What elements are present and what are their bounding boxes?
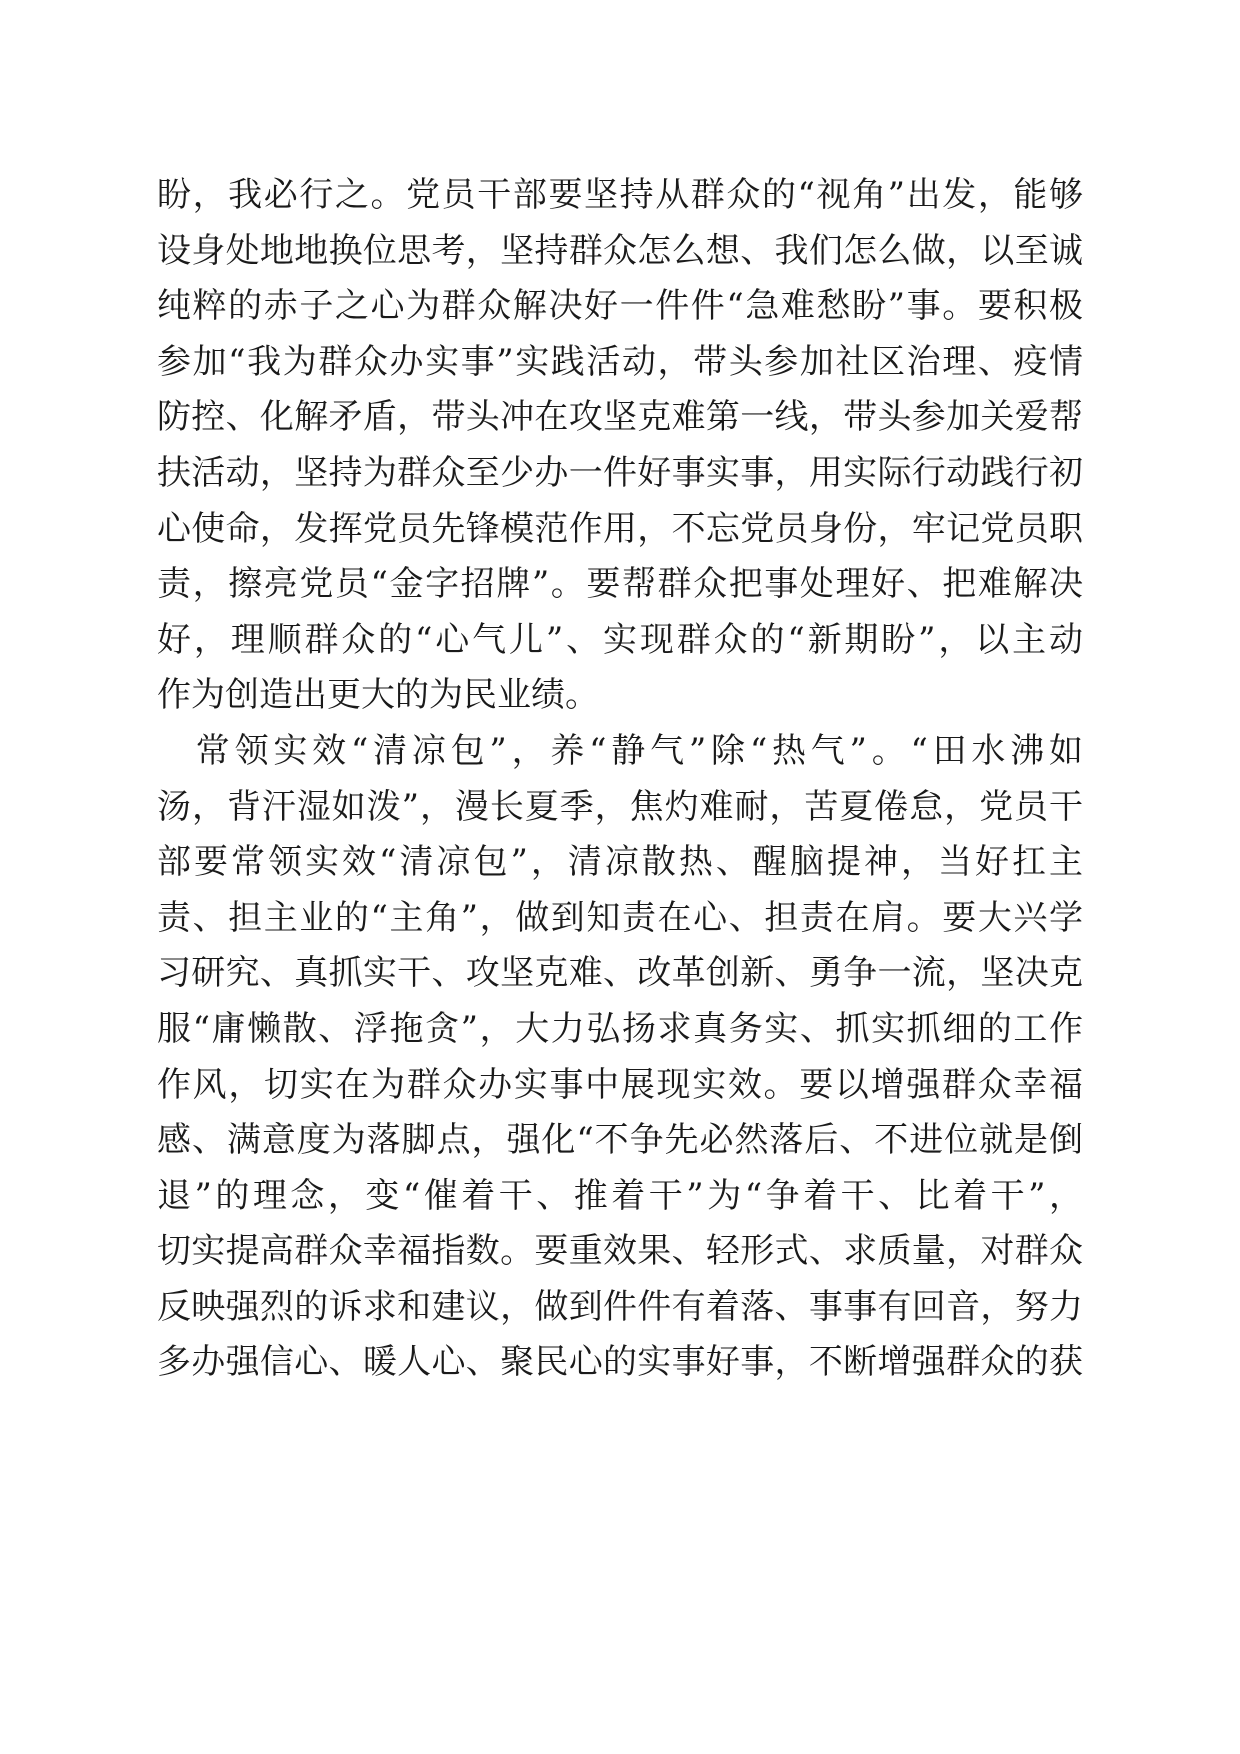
text-line: 盼，我必行之。党员干部要坚持从群众的“视角”出发，能够 (157, 175, 1083, 215)
text-line: 服“庸懒散、浮拖贪”，大力弘扬求真务实、抓实抓细的工作 (157, 1008, 1083, 1049)
text-line: 责、担主业的“主角”，做到知责在心、担责在肩。要大兴学 (157, 897, 1083, 938)
paragraph-2 (157, 724, 1083, 1391)
text-line: 退”的理念，变“催着干、推着干”为“争着干、比着干”， (157, 1175, 1083, 1216)
text-line: 设身处地地换位思考，坚持群众怎么想、我们怎么做，以至诚 (157, 230, 1083, 271)
text-line: 常领实效“清凉包”，养“静气”除“热气”。“田水沸如 (157, 730, 1083, 771)
text-line: 扶活动，坚持为群众至少办一件好事实事，用实际行动践行初 (157, 452, 1083, 493)
text-line: 纯粹的赤子之心为群众解决好一件件“急难愁盼”事。要积极 (157, 286, 1083, 327)
text-line: 作风，切实在为群众办实事中展现实效。要以增强群众幸福 (157, 1064, 1083, 1105)
text-line: 感、满意度为落脚点，强化“不争先必然落后、不进位就是倒 (157, 1120, 1083, 1161)
text-line: 责，擦亮党员“金字招牌”。要帮群众把事处理好、把难解决 (157, 564, 1083, 605)
text-line: 防控、化解矛盾，带头冲在攻坚克难第一线，带头参加关爱帮 (157, 397, 1083, 438)
text-line: 部要常领实效“清凉包”，清凉散热、醒脑提神，当好扛主 (157, 842, 1083, 883)
text-line: 好，理顺群众的“心气儿”、实现群众的“新期盼”，以主动 (157, 619, 1083, 660)
text-line: 习研究、真抓实干、攻坚克难、改革创新、勇争一流，坚决克 (157, 953, 1083, 994)
text-line: 心使命，发挥党员先锋模范作用，不忘党员身份，牢记党员职 (157, 508, 1083, 549)
text-line: 作为创造出更大的为民业绩。 (157, 675, 599, 716)
text-line: 反映强烈的诉求和建议，做到件件有着落、事事有回音，努力 (157, 1286, 1083, 1327)
paragraph-1 (157, 168, 1083, 724)
text-line: 汤，背汗湿如泼”，漫长夏季，焦灼难耐，苦夏倦怠，党员干 (157, 786, 1083, 827)
text-line: 多办强信心、暖人心、聚民心的实事好事，不断增强群众的获 (157, 1342, 1083, 1383)
text-line: 切实提高群众幸福指数。要重效果、轻形式、求质量，对群众 (157, 1231, 1083, 1272)
document-body (157, 168, 1083, 1391)
text-line: 参加“我为群众办实事”实践活动，带头参加社区治理、疫情 (157, 341, 1083, 382)
